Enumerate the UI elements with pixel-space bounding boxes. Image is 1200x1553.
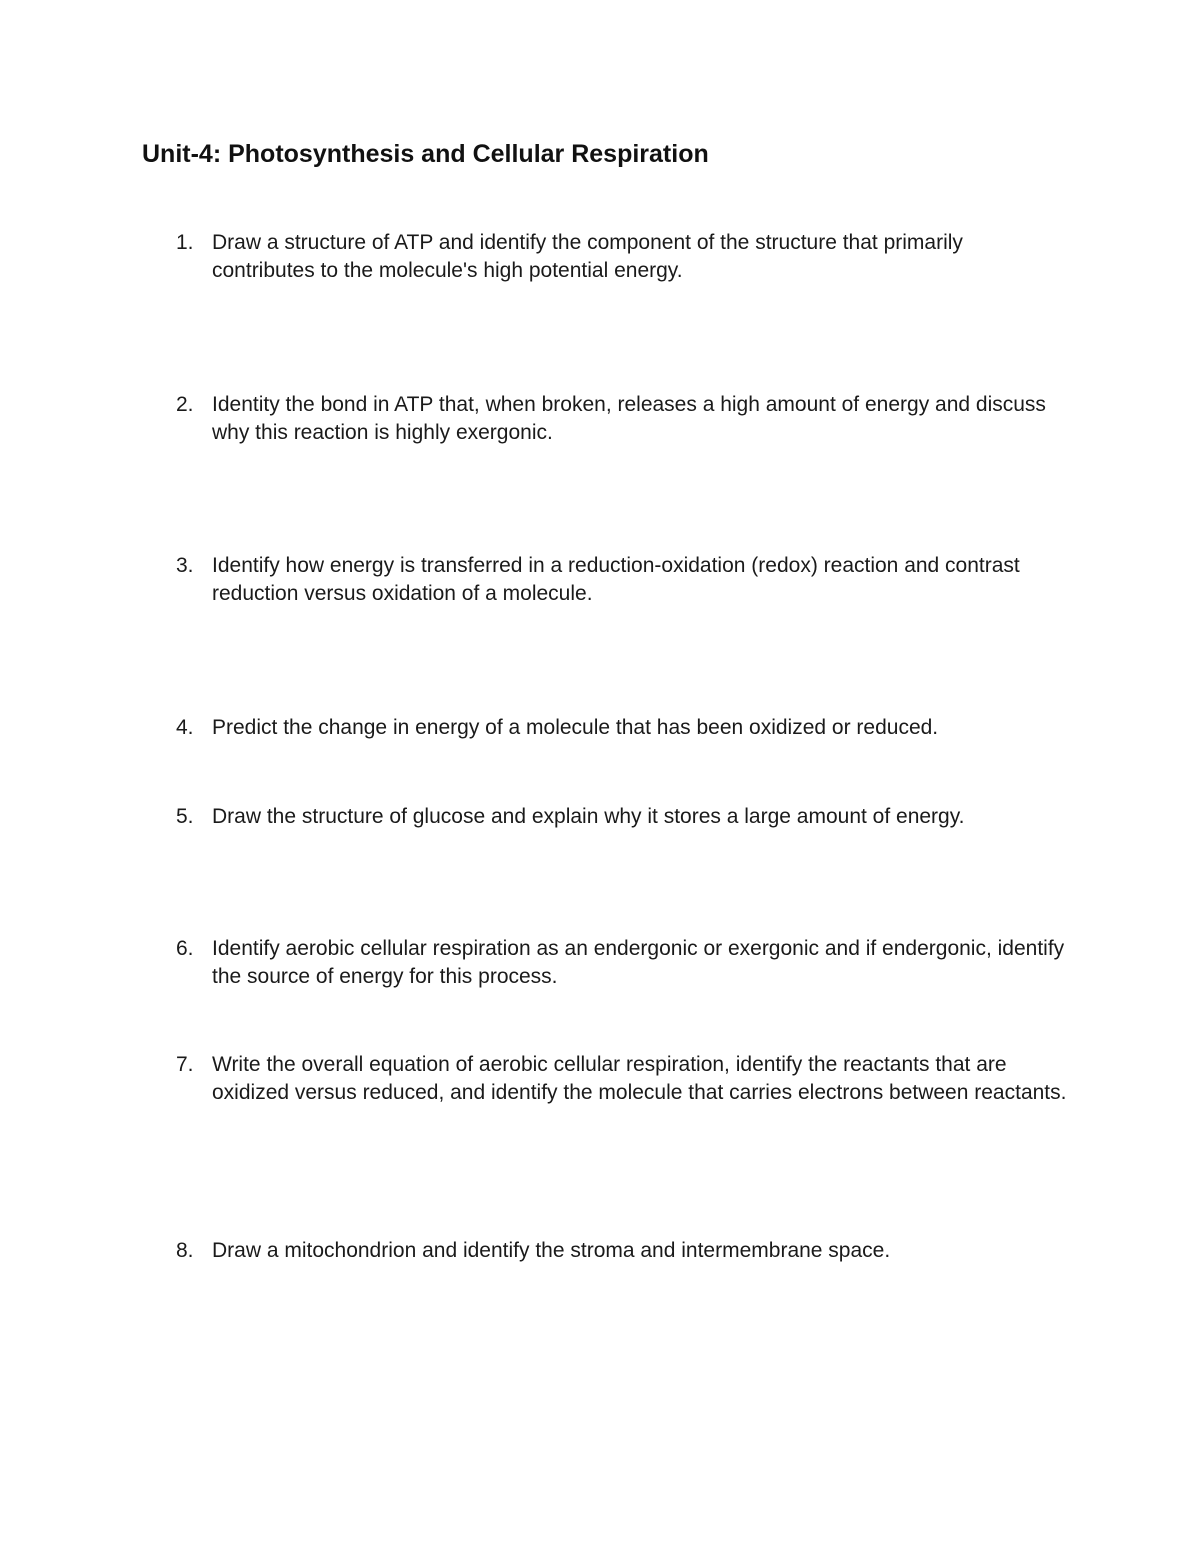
question-number: 5.	[176, 805, 194, 828]
question-item-3	[170, 552, 1070, 608]
question-text: Write the overall equation of aerobic cellular respiration, identify the reactants that are oxidized versus reduced, and identify the molecule that carries electrons between reactants.	[212, 1053, 1067, 1104]
question-item-1	[170, 229, 1070, 285]
question-item-8	[170, 1237, 1070, 1265]
question-number: 7.	[176, 1053, 194, 1076]
question-text: Identity the bond in ATP that, when broken, releases a high amount of energy and discuss why this reaction is highly exergonic.	[212, 393, 1046, 444]
question-item-6	[170, 935, 1070, 991]
question-number: 2.	[176, 393, 194, 416]
question-number: 4.	[176, 716, 194, 739]
page-title: Unit-4: Photosynthesis and Cellular Respiration	[142, 140, 709, 168]
question-text: Draw a mitochondrion and identify the stroma and intermembrane space.	[212, 1239, 891, 1262]
question-number: 3.	[176, 554, 194, 577]
question-item-4	[170, 714, 1070, 742]
question-item-5	[170, 803, 1070, 831]
question-text: Draw a structure of ATP and identify the component of the structure that primarily contributes to the molecule's high potential energy.	[212, 231, 963, 282]
question-text: Identify how energy is transferred in a reduction-oxidation (redox) reaction and contrast reduction versus oxidation of a molecule.	[212, 554, 1020, 605]
question-item-2	[170, 391, 1070, 447]
question-number: 1.	[176, 231, 194, 254]
question-number: 8.	[176, 1239, 194, 1262]
question-text: Identify aerobic cellular respiration as an endergonic or exergonic and if endergonic, identify the source of energy for this process.	[212, 937, 1065, 988]
question-text: Predict the change in energy of a molecule that has been oxidized or reduced.	[212, 716, 939, 739]
question-number: 6.	[176, 937, 194, 960]
question-item-7	[170, 1051, 1070, 1107]
question-text: Draw the structure of glucose and explain why it stores a large amount of energy.	[212, 805, 965, 828]
